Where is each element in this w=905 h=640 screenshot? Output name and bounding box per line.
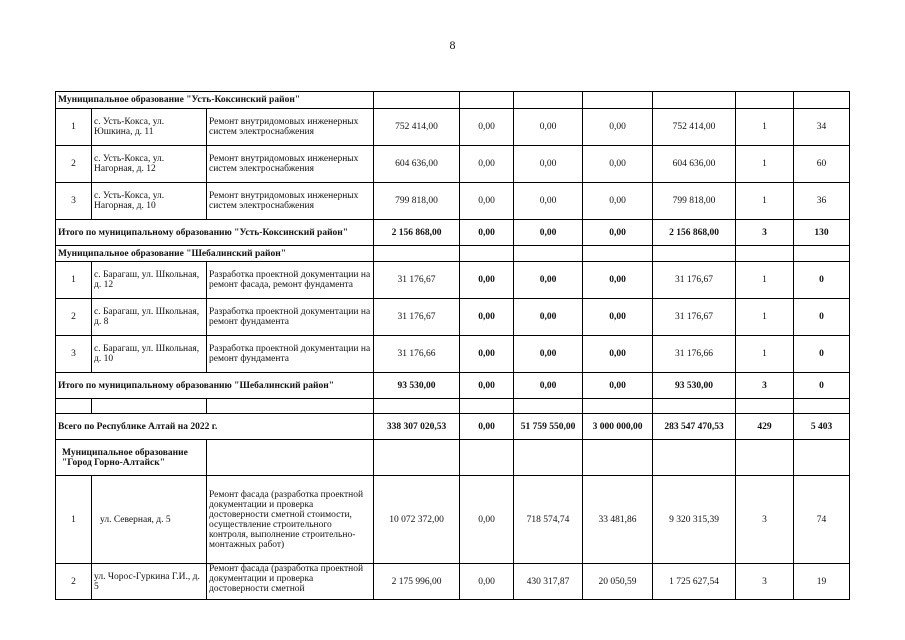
value-cell: 0,00 [583,262,653,299]
value-cell: 3 000 000,00 [583,414,653,440]
work-cell: Разработка проектной документации на ремонт фасада, ремонт фундамента [207,262,374,299]
value-cell: 0,00 [460,299,514,336]
value-cell: 0,00 [460,373,514,399]
value-cell: 3 [736,373,794,399]
value-cell: 93 530,00 [653,373,736,399]
work-cell: Разработка проектной документации на ремонт фундамента [207,299,374,336]
address-cell: ул. Чорос-Гуркина Г.И., д. 5 [92,564,207,600]
value-cell: 2 156 868,00 [653,220,736,246]
value-cell: 0,00 [514,373,583,399]
value-cell: 0,00 [583,373,653,399]
section-header-row [56,246,850,262]
row-number: 2 [56,146,92,183]
value-cell: 1 [736,262,794,299]
value-cell: 0,00 [583,109,653,146]
value-cell: 0,00 [583,220,653,246]
total-cost-cell: 2 175 996,00 [374,564,460,600]
address-cell: с. Барагаш, ул. Школьная, д. 10 [92,336,207,373]
value-cell: 34 [794,109,850,146]
row-number: 3 [56,336,92,373]
value-cell: 130 [794,220,850,246]
section-total-label: Итого по муниципальному образованию "Шебалинский район" [56,373,374,399]
section-header: Муниципальное образование "Город Горно-Алтайск" [56,440,207,476]
total-cost-cell: 93 530,00 [374,373,460,399]
total-cost-cell: 752 414,00 [374,109,460,146]
grand-total-label: Всего по Республике Алтай на 2022 г. [56,414,374,440]
value-cell: 74 [794,476,850,564]
table-row [56,183,850,220]
work-cell: Ремонт внутридомовых инженерных систем электроснабжения [207,146,374,183]
section-total-label: Итого по муниципальному образованию "Усть-Коксинский район" [56,220,374,246]
total-cost-cell: 31 176,67 [374,262,460,299]
empty-row [56,399,850,414]
value-cell: 0,00 [514,336,583,373]
row-number: 1 [56,262,92,299]
section-total-row [56,373,850,399]
value-cell: 1 725 627,54 [653,564,736,600]
value-cell: 752 414,00 [653,109,736,146]
value-cell: 19 [794,564,850,600]
value-cell: 3 [736,220,794,246]
address-cell: с. Барагаш, ул. Школьная, д. 8 [92,299,207,336]
value-cell: 0,00 [583,146,653,183]
value-cell: 0,00 [460,146,514,183]
value-cell: 429 [736,414,794,440]
value-cell: 31 176,67 [653,262,736,299]
work-cell: Ремонт фасада (разработка проектной документации и проверка достоверности сметной стоимости, осуществление строительного контроля, выполнение строительно-монтажных работ) [207,476,374,564]
row-number: 1 [56,109,92,146]
page-number: 8 [449,38,456,52]
row-number: 1 [56,476,92,564]
value-cell: 0,00 [514,299,583,336]
value-cell: 1 [736,336,794,373]
value-cell: 0,00 [514,262,583,299]
address-cell: с. Усть-Кокса, ул. Нагорная, д. 12 [92,146,207,183]
table-row [56,146,850,183]
value-cell: 1 [736,146,794,183]
total-cost-cell: 799 818,00 [374,183,460,220]
value-cell: 0 [794,299,850,336]
grand-total-row [56,414,850,440]
value-cell: 604 636,00 [653,146,736,183]
repair-program-table [55,91,850,600]
value-cell: 33 481,86 [583,476,653,564]
total-cost-cell: 338 307 020,53 [374,414,460,440]
value-cell: 60 [794,146,850,183]
total-cost-cell: 2 156 868,00 [374,220,460,246]
value-cell: 0,00 [514,146,583,183]
value-cell: 799 818,00 [653,183,736,220]
total-cost-cell: 604 636,00 [374,146,460,183]
work-cell: Ремонт внутридомовых инженерных систем электроснабжения [207,183,374,220]
value-cell: 430 317,87 [514,564,583,600]
value-cell: 3 [736,476,794,564]
value-cell: 0,00 [460,183,514,220]
value-cell: 0 [794,262,850,299]
value-cell: 0 [794,373,850,399]
section-header: Муниципальное образование "Усть-Коксинский район" [56,92,374,109]
value-cell: 0,00 [460,109,514,146]
value-cell: 0,00 [514,183,583,220]
row-number: 3 [56,183,92,220]
value-cell: 1 [736,299,794,336]
total-cost-cell: 10 072 372,00 [374,476,460,564]
value-cell: 1 [736,109,794,146]
total-cost-cell: 31 176,67 [374,299,460,336]
address-cell: с. Барагаш, ул. Школьная, д. 12 [92,262,207,299]
section-header-row [56,440,850,476]
value-cell: 0,00 [514,109,583,146]
value-cell: 1 [736,183,794,220]
value-cell: 36 [794,183,850,220]
table-row [56,299,850,336]
table-row [56,262,850,299]
value-cell: 51 759 550,00 [514,414,583,440]
section-header: Муниципальное образование "Шебалинский район" [56,246,374,262]
table-row [56,564,850,600]
value-cell: 9 320 315,39 [653,476,736,564]
address-cell: с. Усть-Кокса, ул. Нагорная, д. 10 [92,183,207,220]
section-total-row [56,220,850,246]
value-cell: 0,00 [514,220,583,246]
work-cell: Ремонт внутридомовых инженерных систем электроснабжения [207,109,374,146]
value-cell: 0,00 [583,336,653,373]
address-cell: с. Усть-Кокса, ул. Юшкина, д. 11 [92,109,207,146]
table-row [56,109,850,146]
value-cell: 718 574,74 [514,476,583,564]
value-cell: 0,00 [460,564,514,600]
total-cost-cell: 31 176,66 [374,336,460,373]
value-cell: 20 050,59 [583,564,653,600]
value-cell: 0,00 [460,476,514,564]
value-cell: 0,00 [460,414,514,440]
section-header-row [56,92,850,109]
row-number: 2 [56,564,92,600]
value-cell: 0 [794,336,850,373]
row-number: 2 [56,299,92,336]
value-cell: 0,00 [583,299,653,336]
value-cell: 283 547 470,53 [653,414,736,440]
value-cell: 0,00 [583,183,653,220]
value-cell: 3 [736,564,794,600]
value-cell: 5 403 [794,414,850,440]
value-cell: 31 176,67 [653,299,736,336]
table-row [56,476,850,564]
value-cell: 0,00 [460,336,514,373]
table-row [56,336,850,373]
work-cell: Разработка проектной документации на ремонт фундамента [207,336,374,373]
value-cell: 31 176,66 [653,336,736,373]
value-cell: 0,00 [460,220,514,246]
value-cell: 0,00 [460,262,514,299]
work-cell: Ремонт фасада (разработка проектной документации и проверка достоверности сметной [207,564,374,600]
address-cell: ул. Северная, д. 5 [92,476,207,564]
